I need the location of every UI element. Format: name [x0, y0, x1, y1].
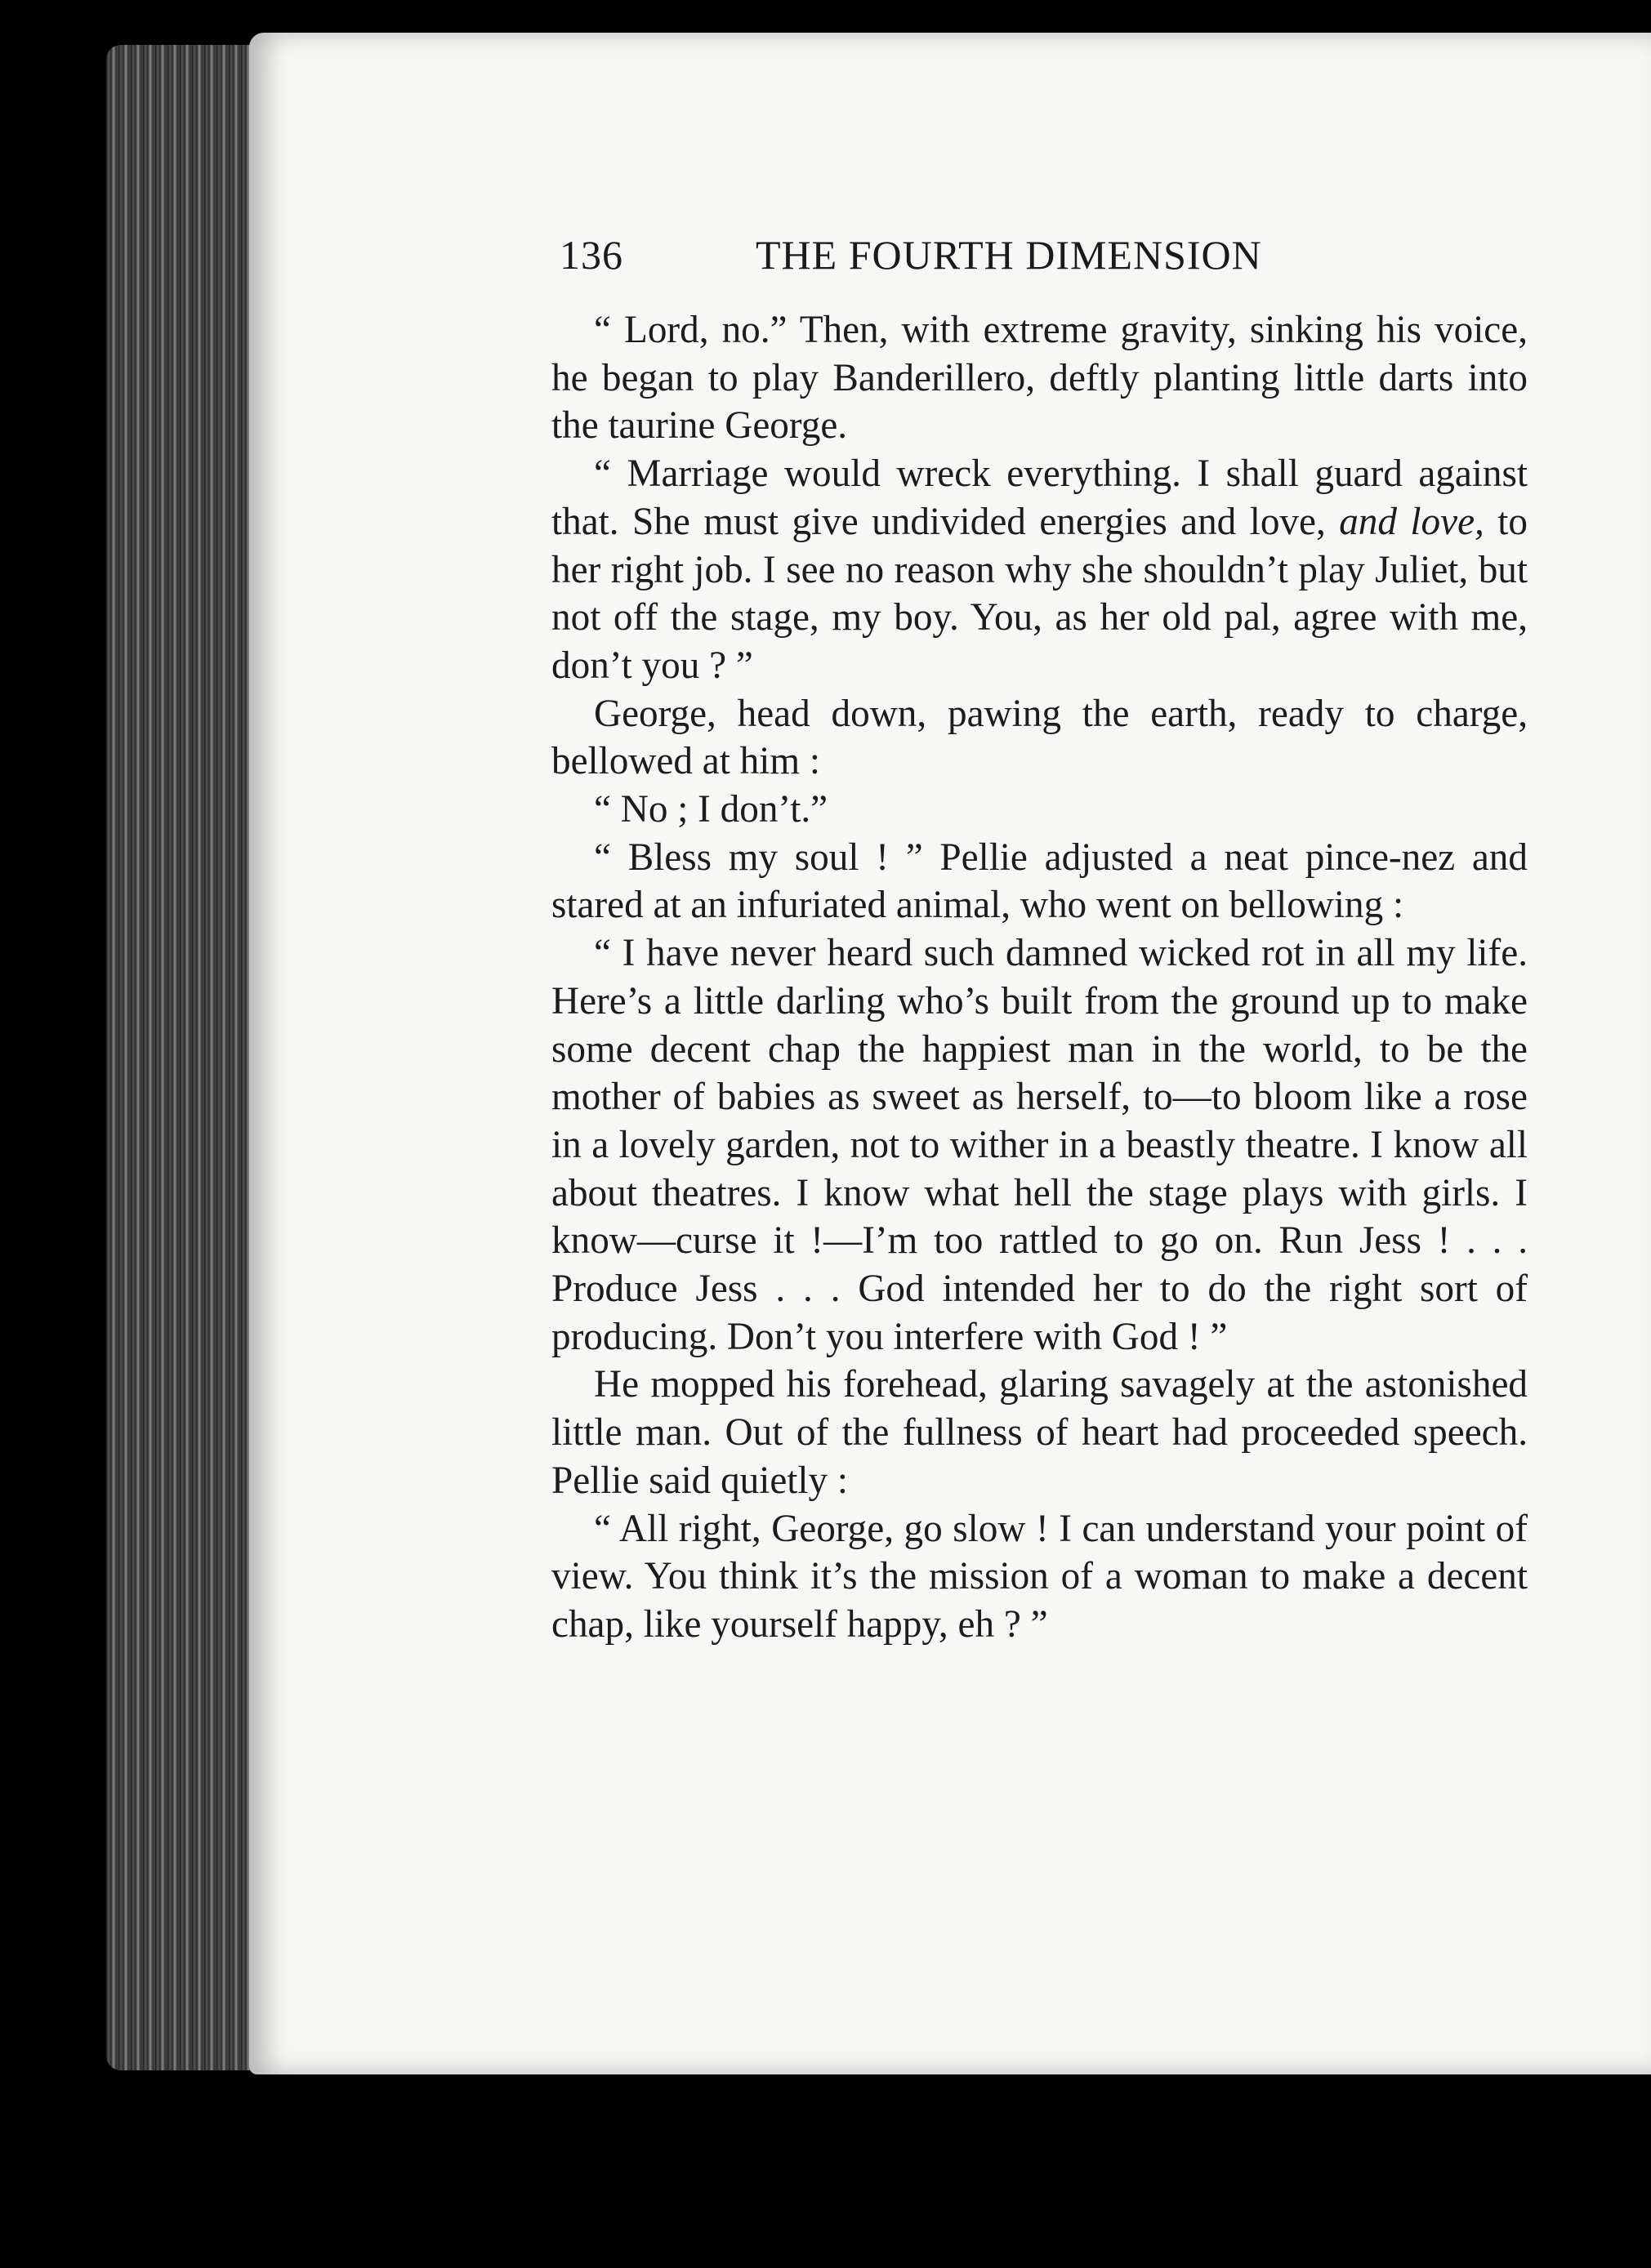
- paragraph-3: George, head down, pawing the earth, ready to charge, bellowed at him :: [551, 692, 1528, 783]
- paragraph-2-part-1: “ Marriage would wreck everything. I shall guard against that. She must give undivided energies and love,: [551, 452, 1528, 543]
- book-page-edges: [106, 45, 270, 2070]
- running-title: THE FOURTH DIMENSION: [756, 232, 1262, 278]
- paragraph-8: “ All right, George, go slow ! I can understand your point of view. You think it’s the mission of a woman to make a decent chap, like yourself happy, eh ? ”: [551, 1507, 1528, 1646]
- paragraph-2-part-2: to her right job. I see no reason why she shouldn’t play Juliet, but not off the stage, my boy. You, as her old pal, agree with me, don’t you ? ”: [551, 500, 1528, 687]
- paragraph-2: [551, 450, 1528, 690]
- paragraph-1: “ Lord, no.” Then, with extreme gravity, sinking his voice, he began to play Banderillero, deftly planting little darts into the taurine George.: [551, 309, 1528, 448]
- paragraph-2-italic: and love,: [1339, 500, 1484, 543]
- body-text: [551, 306, 1528, 1649]
- paragraph-7: He mopped his forehead, glaring savagely at the astonished little man. Out of the fullness of heart had proceeded speech. Pellie said quietly :: [551, 1363, 1528, 1502]
- page-header: [560, 231, 1377, 280]
- paragraph-5: “ Bless my soul ! ” Pellie adjusted a neat pince-nez and stared at an infuriated animal, who went on bellowing :: [551, 835, 1528, 927]
- page-number: 136: [560, 232, 623, 278]
- paragraph-6: “ I have never heard such damned wicked rot in all my life. Here’s a little darling who’s built from the ground up to make some decent chap the happiest man in the world, to be the mother of babies as sweet as herself, to—to bloom like a rose in a lovely garden, not to wither in a beastly theatre. I know all about theatres. I know what hell the stage plays with girls. I know—curse it !—I’m too rattled to go on. Run Jess ! . . . Produce Jess . . . God intended her to do the right sort of producing. Don’t you interfere with God ! ”: [551, 932, 1528, 1358]
- paragraph-4: “ No ; I don’t.”: [594, 788, 828, 831]
